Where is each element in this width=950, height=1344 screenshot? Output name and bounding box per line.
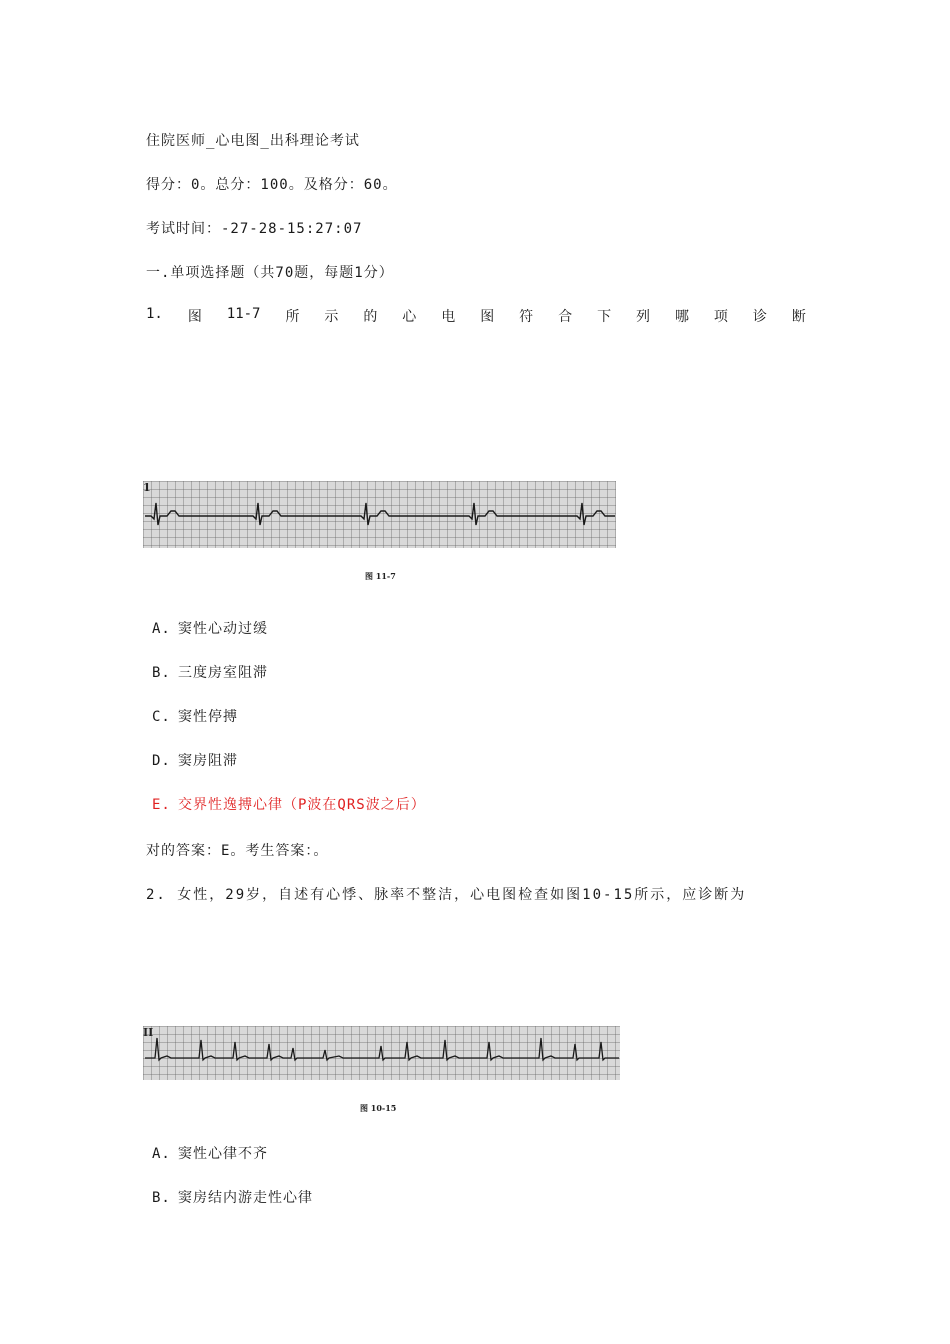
question-2-stem (146, 884, 746, 904)
ecg-lead-label: II (143, 1026, 154, 1039)
option-text: 窦房结内游走性心律 (178, 1190, 313, 1206)
ecg-trace (143, 481, 616, 548)
option-key: C. (152, 709, 171, 725)
exam-title: 住院医师_心电图_出科理论考试 (146, 133, 360, 149)
option-a[interactable] (152, 618, 268, 638)
ecg-trace (143, 1026, 620, 1080)
option-text: 三度房室阻滞 (178, 665, 268, 681)
option-d[interactable] (152, 750, 238, 770)
option-text: 窦性心律不齐 (178, 1146, 268, 1162)
question-text: 女性，29岁，自述有心悸、脉率不整洁，心电图检查如图10-15所示，应诊断为 (177, 887, 747, 903)
option-key: B. (152, 665, 171, 681)
option-text: 窦房阻滞 (178, 753, 238, 769)
answer-line: 对的答案：E。考生答案：。 (146, 843, 329, 859)
option-c[interactable] (152, 706, 238, 726)
option-key: A. (152, 1146, 171, 1162)
figure-caption: 图 11-7 (365, 571, 396, 581)
option-key: B. (152, 1190, 171, 1206)
question-number: 1. (146, 306, 163, 322)
ecg-strip-figure-10-15 (143, 1026, 620, 1080)
option-text: 窦性心动过缓 (178, 621, 268, 637)
exam-time: 考试时间：-27-28-15:27:07 (146, 221, 363, 237)
section-heading: 一.单项选择题（共70题，每题1分） (146, 265, 394, 281)
score-line: 得分：0。总分：100。及格分：60。 (146, 177, 398, 193)
option-e-correct[interactable] (152, 794, 426, 814)
ecg-lead-label: 1 (143, 481, 151, 494)
option-text: 窦性停搏 (178, 709, 238, 725)
option-key: D. (152, 753, 171, 769)
figure-caption: 图 10-15 (360, 1103, 397, 1113)
option-b[interactable] (152, 1187, 313, 1207)
option-key: A. (152, 621, 171, 637)
option-a[interactable] (152, 1143, 268, 1163)
ecg-strip-figure-11-7 (143, 481, 616, 548)
question-number: 2. (146, 887, 167, 903)
option-b[interactable] (152, 662, 268, 682)
option-key: E. (152, 797, 171, 813)
question-1-stem: 1. 图 11-7 所 示 的 心 电 图 符 合 下 列 哪 项 诊 断 (146, 306, 806, 325)
option-text: 交界性逸搏心律（P波在QRS波之后） (178, 797, 426, 813)
